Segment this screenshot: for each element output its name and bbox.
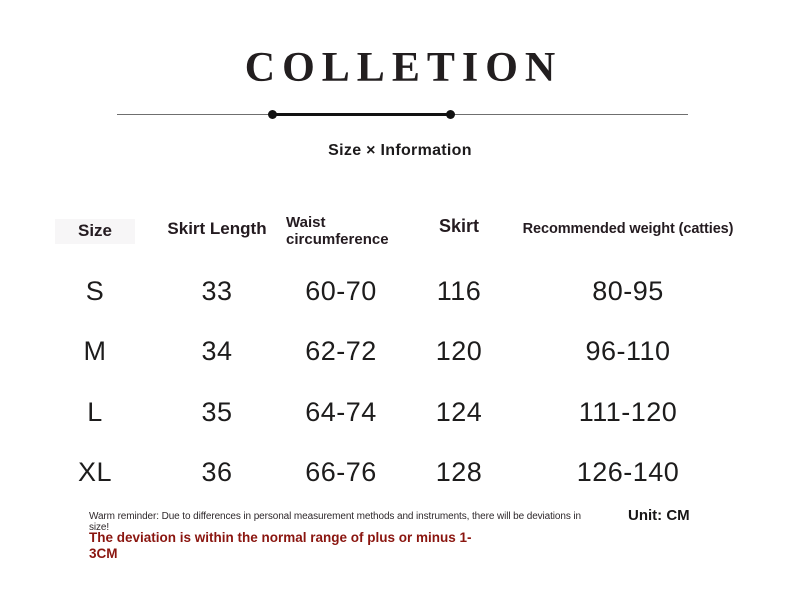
skirt-value: 116 (436, 276, 482, 306)
table-row (0, 276, 800, 308)
waist-value: 64-74 (305, 397, 377, 427)
table-row (0, 336, 800, 368)
size-value: L (87, 397, 103, 427)
skirt-length-value: 36 (201, 457, 233, 487)
skirt-value: 128 (435, 457, 483, 487)
unit-label: Unit: CM (628, 507, 690, 524)
divider-dot-left (268, 110, 277, 119)
column-header-waist-circumference: Waist circumference (286, 214, 389, 248)
divider-dot-right (446, 110, 455, 119)
table-row (0, 397, 800, 429)
weight-value: 80-95 (592, 276, 664, 306)
table-row (0, 457, 800, 489)
deviation-note-text: The deviation is within the normal range of plus or minus 1-3CM (89, 530, 472, 561)
skirt-length-value: 34 (201, 336, 233, 366)
column-header-recommended-weight: Recommended weight (catties) (522, 221, 734, 237)
weight-value: 96-110 (585, 336, 671, 366)
page-title: COLLETION (244, 45, 563, 91)
skirt-length-value: 33 (201, 276, 233, 306)
warm-reminder-text: Warm reminder: Due to differences in personal measurement methods and instruments, there will be deviations in size! (89, 511, 582, 533)
skirt-length-value: 35 (201, 397, 233, 427)
divider-accent-segment (272, 113, 451, 116)
column-header-size: Size (55, 219, 135, 244)
size-value: XL (77, 457, 113, 487)
weight-value: 111-120 (578, 397, 678, 427)
column-header-skirt: Skirt (438, 216, 480, 236)
size-value: M (83, 336, 107, 366)
size-value: S (85, 276, 105, 306)
waist-value: 66-76 (305, 457, 377, 487)
waist-value: 60-70 (305, 276, 377, 306)
skirt-value: 120 (435, 336, 483, 366)
waist-value: 62-72 (305, 336, 377, 366)
section-subtitle: Size × Information (328, 142, 472, 159)
skirt-value: 124 (435, 397, 483, 427)
weight-value: 126-140 (576, 457, 680, 487)
column-header-skirt-length: Skirt Length (167, 219, 267, 238)
